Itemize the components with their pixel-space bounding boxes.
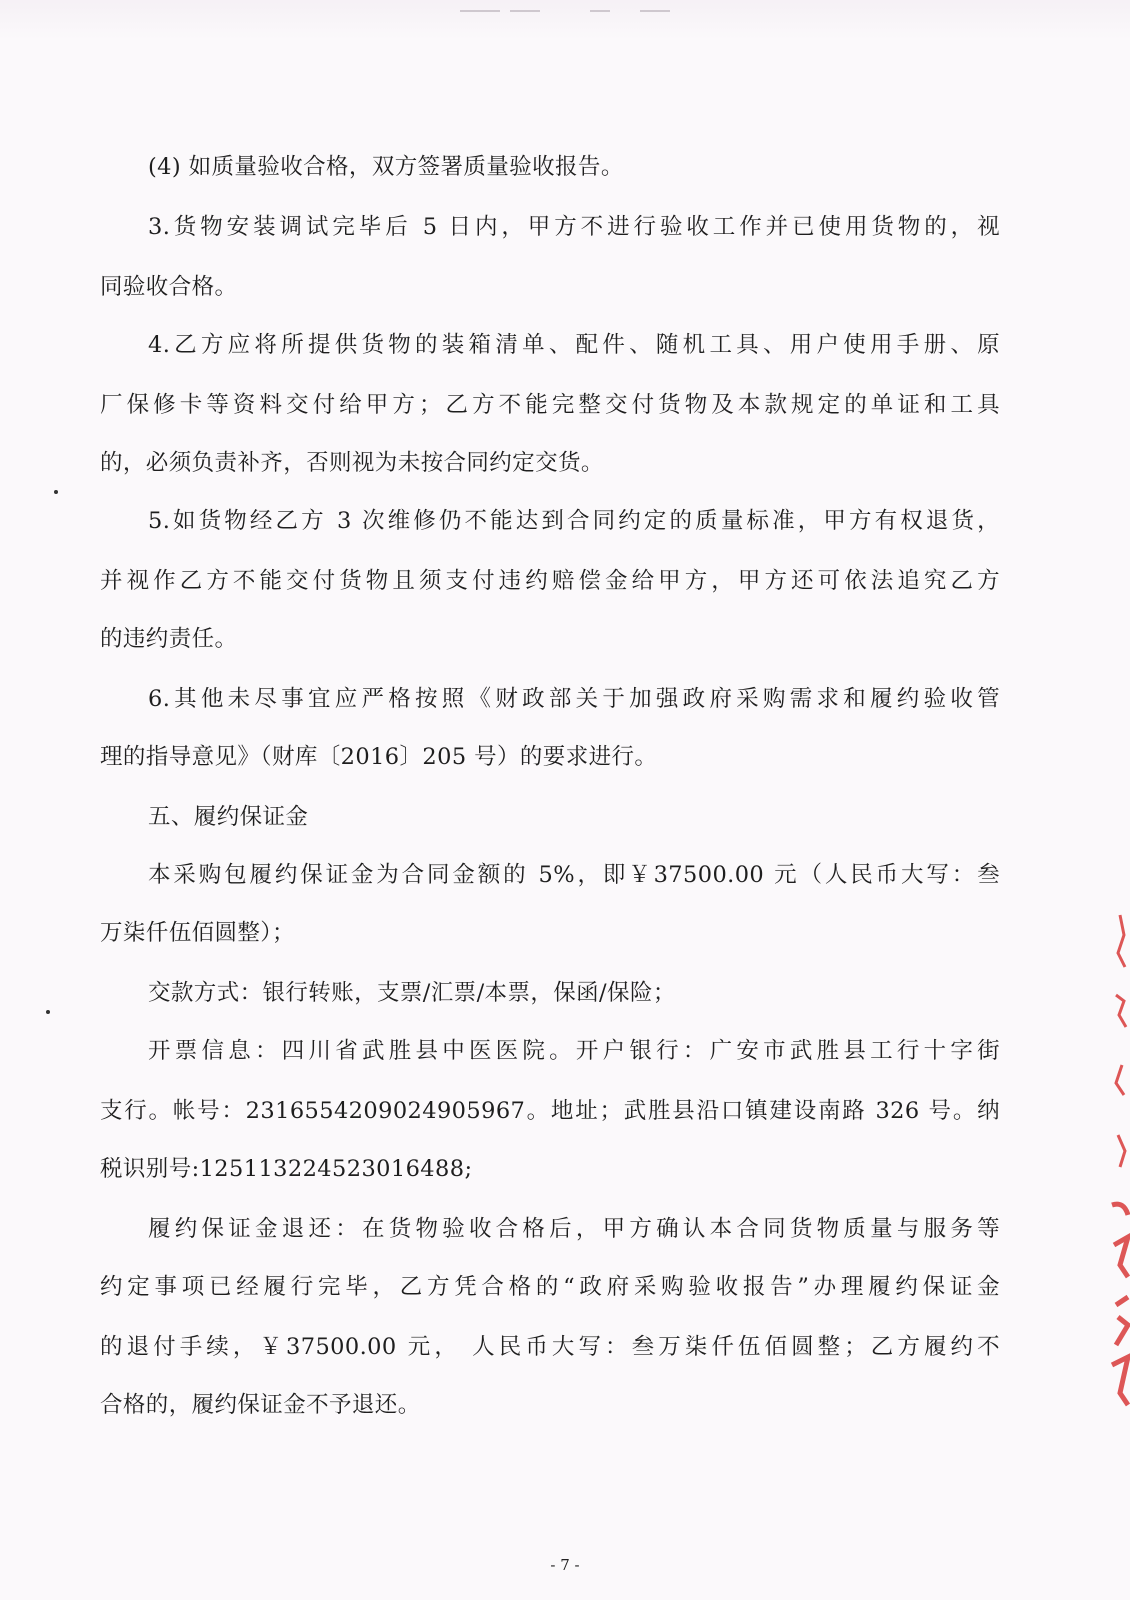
text-line-20: 约定事项已经履行完毕，乙方凭合格的“政府采购验收报告”办理履约保证金 — [100, 1274, 1000, 1300]
text-line-11: 理的指导意见》（财库〔2016〕205 号）的要求进行。 — [100, 744, 658, 770]
text-line-22: 合格的，履约保证金不予退还。 — [100, 1392, 421, 1418]
text-line-13: 本采购包履约保证金为合同金额的 5%，即￥37500.00 元（人民币大写：叁 — [148, 862, 1000, 888]
page-number: - 7 - — [550, 1556, 580, 1574]
top-edge-marks — [440, 6, 740, 20]
text-line-2: 3.货物安装调试完毕后 5 日内，甲方不进行验收工作并已使用货物的，视 — [148, 214, 1000, 240]
text-line-15: 交款方式：银行转账，支票/汇票/本票，保函/保险； — [148, 980, 676, 1006]
text-line-9: 的违约责任。 — [100, 626, 238, 652]
text-line-17: 支行。帐号：2316554209024905967。地址；武胜县沿口镇建设南路 326 号。纳 — [100, 1098, 1000, 1124]
text-line-16: 开票信息：四川省武胜县中医医院。开户银行：广安市武胜县工行十字街 — [148, 1038, 1000, 1064]
text-line-18: 税识别号:12511322452301​6488; — [100, 1156, 473, 1182]
text-line-19: 履约保证金退还：在货物验收合格后，甲方确认本合同货物质量与服务等 — [148, 1216, 1000, 1242]
text-line-3: 同验收合格。 — [100, 274, 238, 300]
text-line-8: 并视作乙方不能交付货物且须支付违约赔偿金给甲方，甲方还可依法追究乙方 — [100, 568, 1000, 594]
section-heading: 五、履约保证金 — [148, 804, 309, 830]
scan-dot — [46, 1010, 50, 1014]
text-line-1: (4) 如质量验收合格，双方签署质量验收报告。 — [148, 154, 624, 180]
text-line-10: 6.其他未尽事宜应严格按照《财政部关于加强政府采购需求和履约验收管 — [148, 686, 1000, 712]
text-line-4: 4.乙方应将所提供货物的装箱清单、配件、随机工具、用户使用手册、原 — [148, 332, 1000, 358]
red-seal-fragment — [1094, 905, 1130, 1425]
text-line-7: 5.如货物经乙方 3 次维修仍不能达到合同约定的质量标准，甲方有权退货， — [148, 508, 1000, 534]
text-line-5: 厂保修卡等资料交付给甲方；乙方不能完整交付货物及本款规定的单证和工具 — [100, 392, 1000, 418]
text-line-14: 万柒仟伍佰圆整）； — [100, 920, 295, 946]
text-line-21: 的退付手续，￥37500.00 元， 人民币大写：叁万柒仟伍佰圆整；乙方履约不 — [100, 1334, 1000, 1360]
text-line-6: 的，必须负责补齐，否则视为未按合同约定交货。 — [100, 450, 604, 476]
scan-dot — [54, 490, 58, 494]
